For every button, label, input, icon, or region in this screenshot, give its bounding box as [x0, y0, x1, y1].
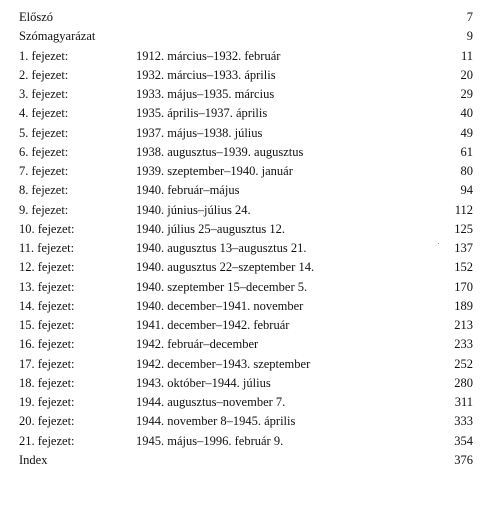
toc-entry-period: 1939. szeptember–1940. január	[136, 164, 293, 178]
toc-entry-period: 1940. december–1941. november	[136, 298, 304, 313]
toc-entry-label: 2. fejezet:	[19, 67, 69, 82]
toc-entry-period: 1940. június–július 24.	[136, 202, 251, 217]
toc-entry-page-number: 189	[454, 298, 473, 313]
toc-entry-label: 15. fejezet:	[19, 318, 75, 332]
toc-entry-page-number: 94	[460, 183, 473, 198]
toc-entry-page-number: 233	[454, 337, 473, 352]
toc-entry-page-number: 7	[466, 10, 473, 24]
toc-entry-period: 1940. augusztus 13–augusztus 21.	[136, 241, 307, 255]
toc-entry	[0, 124, 499, 142]
toc-entry-period: 1940. szeptember 15–december 5.	[136, 279, 308, 294]
toc-entry-label: 19. fejezet:	[19, 395, 75, 409]
toc-entry	[0, 297, 499, 315]
toc-entry-page-number: 40	[460, 106, 473, 121]
toc-entry-page-number: 152	[454, 260, 473, 275]
toc-entry-period: 1912. március–1932. február	[136, 48, 281, 63]
toc-entry-period: 1940. július 25–augusztus 12.	[136, 221, 285, 236]
toc-entry-page-number: 125	[454, 221, 473, 236]
toc-entry-label: 17. fejezet:	[19, 356, 75, 371]
toc-entry-page-number: 354	[454, 433, 473, 448]
toc-entry-period: 1940. február–május	[136, 183, 240, 198]
toc-entry	[0, 432, 499, 450]
toc-entry	[0, 181, 499, 199]
toc-entry	[0, 104, 499, 122]
toc-entry	[0, 162, 499, 180]
toc-entry-label: Index	[19, 452, 48, 467]
toc-entry-label: 7. fejezet:	[19, 164, 69, 178]
toc-entry-period: 1941. december–1942. február	[136, 318, 290, 332]
toc-entry-label: 5. fejezet:	[19, 125, 69, 140]
toc-entry-page-number: 61	[460, 144, 473, 159]
toc-entry	[0, 8, 499, 26]
toc-entry-label: 4. fejezet:	[19, 106, 69, 121]
toc-entry-label: 10. fejezet:	[19, 221, 75, 236]
toc-entry	[0, 143, 499, 161]
toc-entry-label: 9. fejezet:	[19, 202, 69, 217]
toc-entry-page-number: 11	[460, 48, 473, 63]
toc-entry-page-number: 280	[454, 375, 473, 390]
toc-entry-label: 8. fejezet:	[19, 183, 69, 198]
toc-entry-label: 13. fejezet:	[19, 279, 75, 294]
toc-entry-label: 18. fejezet:	[19, 375, 75, 390]
toc-entry	[0, 451, 499, 469]
toc-entry	[0, 374, 499, 392]
toc-entry-label: 3. fejezet:	[19, 87, 69, 101]
toc-entry	[0, 355, 499, 373]
toc-entry-page-number: 112	[454, 202, 473, 217]
toc-entry-page-number: 137	[454, 241, 473, 255]
toc-entry-period: 1944. november 8–1945. április	[136, 414, 296, 429]
toc-entry	[0, 335, 499, 353]
toc-entry	[0, 47, 499, 65]
toc-entry-page-number: 29	[460, 87, 473, 101]
toc-entry	[0, 393, 499, 411]
toc-entry	[0, 27, 499, 45]
toc-entry-period: 1937. május–1938. július	[136, 125, 263, 140]
toc-entry-label: 21. fejezet:	[19, 433, 75, 448]
toc-entry-label: Szómagyarázat	[19, 29, 96, 44]
toc-entry-page-number: 311	[454, 395, 473, 409]
toc-entry-page-number: 252	[454, 356, 473, 371]
toc-entry-page-number: 49	[460, 125, 473, 140]
toc-entry-label: 20. fejezet:	[19, 414, 75, 429]
toc-entry-label: 1. fejezet:	[19, 48, 69, 63]
toc-entry-page-number: 80	[460, 164, 473, 178]
toc-entry	[0, 85, 499, 103]
toc-entry-period: 1942. február–december	[136, 337, 259, 352]
toc-entry-period: 1940. augusztus 22–szeptember 14.	[136, 260, 315, 275]
toc-entry-period: 1938. augusztus–1939. augusztus	[136, 144, 304, 159]
toc-entry-period: 1944. augusztus–november 7.	[136, 395, 286, 409]
toc-entry-period: 1935. április–1937. április	[136, 106, 268, 121]
toc-entry-label: Előszó	[19, 10, 54, 24]
toc-entry	[0, 316, 499, 334]
toc-entry-period: 1942. december–1943. szeptember	[136, 356, 311, 371]
toc-entry-label: 6. fejezet:	[19, 144, 69, 159]
toc-entry-page-number: 20	[460, 67, 473, 82]
toc-entry-label: 16. fejezet:	[19, 337, 75, 352]
toc-entry	[0, 258, 499, 276]
toc-entry-page-number: 213	[454, 318, 473, 332]
scan-speck	[438, 243, 439, 244]
toc-entry-period: 1932. március–1933. április	[136, 67, 276, 82]
toc-entry-period: 1943. október–1944. július	[136, 375, 271, 390]
toc-entry-page-number: 9	[466, 29, 473, 44]
toc-entry-label: 12. fejezet:	[19, 260, 75, 275]
toc-entry	[0, 66, 499, 84]
toc-entry-page-number: 376	[454, 452, 473, 467]
toc-entry-period: 1933. május–1935. március	[136, 87, 275, 101]
toc-entry-page-number: 170	[454, 279, 473, 294]
toc-entry	[0, 278, 499, 296]
toc-entry	[0, 201, 499, 219]
toc-entry	[0, 220, 499, 238]
toc-entry-label: 11. fejezet:	[19, 241, 75, 255]
toc-entry-period: 1945. május–1996. február 9.	[136, 433, 284, 448]
toc-entry-page-number: 333	[454, 414, 473, 429]
toc-entry	[0, 239, 499, 257]
toc-entry	[0, 412, 499, 430]
toc-entry-label: 14. fejezet:	[19, 298, 75, 313]
